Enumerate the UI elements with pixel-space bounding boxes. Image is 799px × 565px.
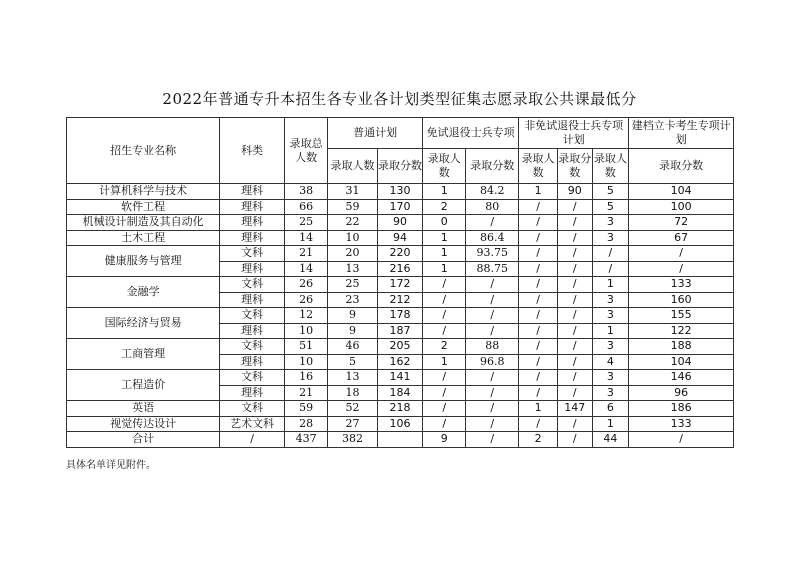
cell-regular-count: 31 (328, 184, 378, 200)
cell-nonexempt-score: / (557, 246, 592, 262)
cell-card-score: 72 (629, 215, 734, 231)
cell-regular-score: 205 (377, 339, 422, 355)
cell-category: 文科 (220, 277, 285, 293)
cell-exempt-score: / (466, 277, 519, 293)
cell-nonexempt-count: / (519, 292, 558, 308)
cell-total: 25 (285, 215, 328, 231)
cell-regular-count: 46 (328, 339, 378, 355)
cell-major: 计算机科学与技术 (67, 184, 220, 200)
cell-regular-score: 212 (377, 292, 422, 308)
cell-nonexempt-score: 90 (557, 184, 592, 200)
cell-regular-score: 187 (377, 323, 422, 339)
cell-exempt-count: / (423, 323, 466, 339)
cell-category: 理科 (220, 184, 285, 200)
header-major: 招生专业名称 (67, 118, 220, 184)
cell-nonexempt-count: / (519, 323, 558, 339)
cell-nonexempt-score: / (557, 308, 592, 324)
cell-card-score: 96 (629, 385, 734, 401)
cell-exempt-score: 96.8 (466, 354, 519, 370)
cell-nonexempt-count: 2 (519, 432, 558, 448)
cell-total: 14 (285, 261, 328, 277)
cell-nonexempt-score: / (557, 354, 592, 370)
cell-regular-count: 23 (328, 292, 378, 308)
cell-exempt-score: / (466, 416, 519, 432)
cell-exempt-count: / (423, 401, 466, 417)
cell-card-score: 104 (629, 184, 734, 200)
cell-nonexempt-count: / (519, 246, 558, 262)
cell-regular-score: 178 (377, 308, 422, 324)
cell-card-count: 3 (592, 339, 629, 355)
cell-nonexempt-score: / (557, 292, 592, 308)
cell-exempt-count: / (423, 416, 466, 432)
cell-card-score: 100 (629, 199, 734, 215)
header-admit-count: 录取人数 (328, 149, 378, 184)
cell-major: 软件工程 (67, 199, 220, 215)
cell-regular-count: 13 (328, 370, 378, 386)
cell-card-score: / (629, 261, 734, 277)
cell-total: 21 (285, 385, 328, 401)
cell-exempt-score: / (466, 308, 519, 324)
cell-nonexempt-score: / (557, 416, 592, 432)
cell-nonexempt-count: 1 (519, 401, 558, 417)
cell-category: 理科 (220, 385, 285, 401)
table-row (67, 308, 734, 324)
cell-nonexempt-score: / (557, 370, 592, 386)
cell-regular-count: 18 (328, 385, 378, 401)
cell-regular-score: 218 (377, 401, 422, 417)
cell-card-count: / (592, 246, 629, 262)
cell-category: 文科 (220, 401, 285, 417)
cell-major: 视觉传达设计 (67, 416, 220, 432)
table-row (67, 246, 734, 262)
cell-regular-score: 184 (377, 385, 422, 401)
cell-exempt-score: 84.2 (466, 184, 519, 200)
cell-exempt-count: / (423, 308, 466, 324)
cell-total: 51 (285, 339, 328, 355)
cell-nonexempt-score: / (557, 277, 592, 293)
cell-total: 26 (285, 277, 328, 293)
total-row (67, 432, 734, 448)
cell-major: 合计 (67, 432, 220, 448)
cell-exempt-score: / (466, 401, 519, 417)
cell-major: 英语 (67, 401, 220, 417)
cell-total: 437 (285, 432, 328, 448)
cell-major: 机械设计制造及其自动化 (67, 215, 220, 231)
cell-nonexempt-count: / (519, 277, 558, 293)
cell-total: 66 (285, 199, 328, 215)
cell-regular-count: 25 (328, 277, 378, 293)
cell-card-score: 146 (629, 370, 734, 386)
cell-nonexempt-score: / (557, 215, 592, 231)
cell-total: 16 (285, 370, 328, 386)
cell-card-count: 4 (592, 354, 629, 370)
cell-nonexempt-score: / (557, 339, 592, 355)
cell-regular-score: 172 (377, 277, 422, 293)
cell-total: 10 (285, 354, 328, 370)
cell-total: 21 (285, 246, 328, 262)
cell-nonexempt-score: / (557, 261, 592, 277)
cell-exempt-count: / (423, 277, 466, 293)
table-row (67, 230, 734, 246)
cell-card-score: 155 (629, 308, 734, 324)
cell-exempt-score: / (466, 432, 519, 448)
cell-regular-count: 59 (328, 199, 378, 215)
cell-exempt-count: 2 (423, 339, 466, 355)
cell-card-count: 3 (592, 385, 629, 401)
page-title: 2022年普通专升本招生各专业各计划类型征集志愿录取公共课最低分 (162, 90, 637, 108)
cell-card-count: 1 (592, 416, 629, 432)
table-row (67, 401, 734, 417)
cell-exempt-count: / (423, 385, 466, 401)
cell-category: 理科 (220, 323, 285, 339)
cell-card-score: 67 (629, 230, 734, 246)
cell-card-count: 3 (592, 308, 629, 324)
cell-regular-count: 10 (328, 230, 378, 246)
cell-regular-score: 141 (377, 370, 422, 386)
header-admit-score: 录取分数 (466, 149, 519, 184)
cell-card-count: 3 (592, 215, 629, 231)
cell-exempt-score: 88.75 (466, 261, 519, 277)
header-admit-score: 录取分数 (557, 149, 592, 184)
header-admit-score: 录取分数 (377, 149, 422, 184)
cell-card-count: / (592, 261, 629, 277)
cell-exempt-score: / (466, 370, 519, 386)
cell-nonexempt-count: / (519, 354, 558, 370)
cell-card-score: 104 (629, 354, 734, 370)
cell-regular-count: 20 (328, 246, 378, 262)
cell-nonexempt-count: 1 (519, 184, 558, 200)
cell-exempt-count: 1 (423, 184, 466, 200)
cell-nonexempt-score: / (557, 323, 592, 339)
cell-exempt-count: 9 (423, 432, 466, 448)
cell-major: 金融学 (67, 277, 220, 308)
cell-exempt-score: 93.75 (466, 246, 519, 262)
cell-total: 26 (285, 292, 328, 308)
cell-exempt-score: 86.4 (466, 230, 519, 246)
header-total: 录取总人数 (285, 118, 328, 184)
cell-exempt-count: 0 (423, 215, 466, 231)
header-veteran-nonexempt: 非免试退役士兵专项计划 (519, 118, 629, 149)
cell-exempt-count: / (423, 292, 466, 308)
cell-major: 土木工程 (67, 230, 220, 246)
table-row (67, 215, 734, 231)
cell-card-count: 44 (592, 432, 629, 448)
cell-regular-score: 106 (377, 416, 422, 432)
cell-regular-count: 27 (328, 416, 378, 432)
cell-total: 10 (285, 323, 328, 339)
table-row (67, 277, 734, 293)
header-admit-count: 录取人数 (519, 149, 558, 184)
cell-card-count: 1 (592, 323, 629, 339)
cell-nonexempt-count: / (519, 385, 558, 401)
admission-score-table (66, 117, 734, 448)
cell-card-count: 6 (592, 401, 629, 417)
cell-card-count: 3 (592, 370, 629, 386)
cell-regular-count: 9 (328, 308, 378, 324)
cell-major: 工程造价 (67, 370, 220, 401)
cell-exempt-count: 2 (423, 199, 466, 215)
cell-nonexempt-score: 147 (557, 401, 592, 417)
cell-card-count: 3 (592, 292, 629, 308)
cell-nonexempt-count: / (519, 199, 558, 215)
cell-category: 理科 (220, 292, 285, 308)
cell-category: 理科 (220, 215, 285, 231)
cell-card-count: 5 (592, 199, 629, 215)
cell-regular-score: 220 (377, 246, 422, 262)
cell-category: 文科 (220, 246, 285, 262)
table-row (67, 199, 734, 215)
cell-nonexempt-score: / (557, 432, 592, 448)
table-row (67, 184, 734, 200)
cell-total: 38 (285, 184, 328, 200)
cell-card-count: 3 (592, 230, 629, 246)
cell-regular-score: 94 (377, 230, 422, 246)
cell-regular-count: 5 (328, 354, 378, 370)
cell-exempt-score: / (466, 292, 519, 308)
cell-category: 理科 (220, 230, 285, 246)
cell-regular-score: 170 (377, 199, 422, 215)
header-admit-count: 录取人数 (592, 149, 629, 184)
cell-category: 文科 (220, 339, 285, 355)
table-row (67, 370, 734, 386)
header-admit-min-score: 录取分数 (629, 149, 734, 184)
cell-card-score: 133 (629, 277, 734, 293)
cell-nonexempt-count: / (519, 339, 558, 355)
cell-category: 理科 (220, 199, 285, 215)
cell-exempt-count: 1 (423, 230, 466, 246)
header-category: 科类 (220, 118, 285, 184)
cell-card-score: 122 (629, 323, 734, 339)
cell-regular-count: 13 (328, 261, 378, 277)
cell-card-score: / (629, 246, 734, 262)
cell-exempt-score: 80 (466, 199, 519, 215)
footnote: 具体名单详见附件。 (66, 460, 156, 471)
cell-nonexempt-count: / (519, 261, 558, 277)
cell-category: / (220, 432, 285, 448)
cell-regular-count: 52 (328, 401, 378, 417)
cell-major: 工商管理 (67, 339, 220, 370)
cell-card-score: 160 (629, 292, 734, 308)
table-row (67, 339, 734, 355)
cell-regular-count: 9 (328, 323, 378, 339)
cell-regular-score: 162 (377, 354, 422, 370)
cell-exempt-count: 1 (423, 261, 466, 277)
cell-regular-score (377, 432, 422, 448)
cell-card-count: 1 (592, 277, 629, 293)
cell-category: 艺术文科 (220, 416, 285, 432)
cell-card-score: 133 (629, 416, 734, 432)
cell-exempt-score: 88 (466, 339, 519, 355)
cell-regular-count: 22 (328, 215, 378, 231)
header-registered-card: 建档立卡考生专项计划 (629, 118, 734, 149)
cell-nonexempt-count: / (519, 308, 558, 324)
cell-regular-score: 130 (377, 184, 422, 200)
cell-major: 健康服务与管理 (67, 246, 220, 277)
cell-nonexempt-count: / (519, 370, 558, 386)
cell-regular-score: 216 (377, 261, 422, 277)
cell-exempt-score: / (466, 385, 519, 401)
header-veteran-exempt: 免试退役士兵专项 (423, 118, 519, 149)
cell-nonexempt-count: / (519, 215, 558, 231)
cell-nonexempt-score: / (557, 199, 592, 215)
cell-card-score: 186 (629, 401, 734, 417)
cell-exempt-count: / (423, 370, 466, 386)
cell-total: 28 (285, 416, 328, 432)
cell-nonexempt-count: / (519, 230, 558, 246)
cell-card-score: / (629, 432, 734, 448)
cell-total: 59 (285, 401, 328, 417)
cell-exempt-score: / (466, 323, 519, 339)
cell-card-count: 5 (592, 184, 629, 200)
table-row (67, 416, 734, 432)
cell-category: 理科 (220, 261, 285, 277)
cell-category: 文科 (220, 308, 285, 324)
cell-nonexempt-score: / (557, 230, 592, 246)
header-regular-plan: 普通计划 (328, 118, 423, 149)
cell-category: 文科 (220, 370, 285, 386)
cell-total: 12 (285, 308, 328, 324)
cell-exempt-count: 1 (423, 246, 466, 262)
cell-exempt-score: / (466, 215, 519, 231)
cell-nonexempt-count: / (519, 416, 558, 432)
cell-nonexempt-score: / (557, 385, 592, 401)
cell-total: 14 (285, 230, 328, 246)
cell-regular-count: 382 (328, 432, 378, 448)
header-admit-count: 录取人数 (423, 149, 466, 184)
cell-category: 理科 (220, 354, 285, 370)
cell-card-score: 188 (629, 339, 734, 355)
cell-major: 国际经济与贸易 (67, 308, 220, 339)
cell-regular-score: 90 (377, 215, 422, 231)
cell-exempt-count: 1 (423, 354, 466, 370)
